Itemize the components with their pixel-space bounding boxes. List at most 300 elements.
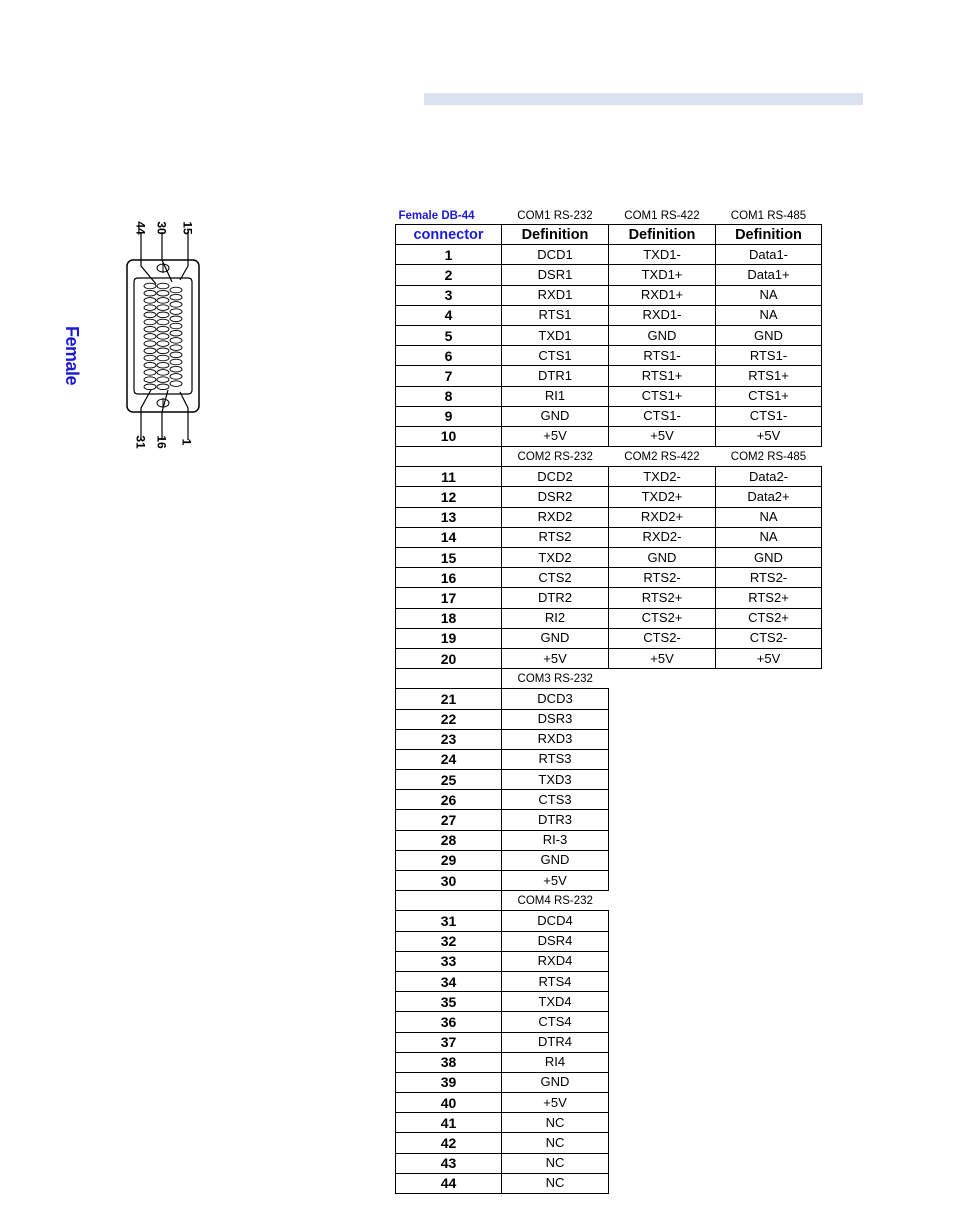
rs485-definition: CTS1+ <box>716 386 822 406</box>
pin-number: 7 <box>396 366 502 386</box>
rs485-definition: CTS2+ <box>716 608 822 628</box>
table-row <box>396 850 822 870</box>
table-row <box>396 810 822 830</box>
pin-number: 40 <box>396 1093 502 1113</box>
empty-cell <box>716 971 822 991</box>
empty-cell <box>609 749 716 769</box>
pin-assignment-table <box>395 207 822 1194</box>
pin-number: 42 <box>396 1133 502 1153</box>
rs485-definition: Data1+ <box>716 265 822 285</box>
table-row <box>396 1133 822 1153</box>
connector-pin <box>144 370 156 376</box>
pin-label-15: 15 <box>180 221 195 235</box>
pin-number: 43 <box>396 1153 502 1173</box>
empty-cell <box>609 1153 716 1173</box>
connector-pin <box>170 323 182 329</box>
pin-number: 33 <box>396 951 502 971</box>
rs485-definition: Data1- <box>716 245 822 265</box>
definition-header: Definition <box>502 225 609 245</box>
rs422-definition: RTS1+ <box>609 366 716 386</box>
empty-cell <box>609 709 716 729</box>
rs232-definition: TXD2 <box>502 548 609 568</box>
rs422-definition: RXD2- <box>609 527 716 547</box>
rs232-definition: GND <box>502 1072 609 1092</box>
rs485-definition: Data2- <box>716 467 822 487</box>
table-row <box>396 709 822 729</box>
rs422-definition: TXD1- <box>609 245 716 265</box>
rs232-definition: CTS2 <box>502 568 609 588</box>
connector-pin <box>144 384 156 390</box>
empty-cell <box>716 992 822 1012</box>
table-row <box>396 265 822 285</box>
empty-cell <box>716 1032 822 1052</box>
table-row <box>396 1072 822 1092</box>
rs422-definition: CTS2+ <box>609 608 716 628</box>
rs232-definition: DCD4 <box>502 911 609 931</box>
rs232-definition: +5V <box>502 648 609 668</box>
connector-pin <box>170 374 182 380</box>
rs232-definition: NC <box>502 1153 609 1173</box>
rs422-definition: TXD1+ <box>609 265 716 285</box>
pin-number: 41 <box>396 1113 502 1133</box>
table-row <box>396 548 822 568</box>
pin-number: 8 <box>396 386 502 406</box>
rs232-definition: +5V <box>502 871 609 891</box>
connector-pin <box>170 302 182 308</box>
empty-cell <box>716 931 822 951</box>
rs485-definition: Data2+ <box>716 487 822 507</box>
connector-pin <box>157 312 169 318</box>
com2-header-row <box>396 447 822 467</box>
empty-cell <box>716 1012 822 1032</box>
connector-pin <box>170 294 182 300</box>
rs485-definition: GND <box>716 325 822 345</box>
rs232-definition: RTS4 <box>502 971 609 991</box>
empty-cell <box>609 850 716 870</box>
table-row <box>396 749 822 769</box>
empty-cell <box>716 891 822 911</box>
pin-number: 19 <box>396 628 502 648</box>
pin-number: 26 <box>396 790 502 810</box>
table-row <box>396 871 822 891</box>
pin-label-31: 31 <box>133 435 148 449</box>
definition-header: Definition <box>716 225 822 245</box>
connector-pin <box>157 305 169 311</box>
rs232-definition: CTS4 <box>502 1012 609 1032</box>
pin-number: 37 <box>396 1032 502 1052</box>
connector-pin <box>157 377 169 383</box>
empty-cell <box>716 1072 822 1092</box>
com2-rs422-header: COM2 RS-422 <box>624 450 700 463</box>
empty-cell <box>716 770 822 790</box>
table-row <box>396 386 822 406</box>
table-row <box>396 971 822 991</box>
pin-number: 25 <box>396 770 502 790</box>
pin-number: 28 <box>396 830 502 850</box>
pin-number: 20 <box>396 648 502 668</box>
empty-cell <box>716 1153 822 1173</box>
rs232-definition: NC <box>502 1113 609 1133</box>
rs232-definition: TXD4 <box>502 992 609 1012</box>
connector-pin <box>157 362 169 368</box>
connector-pin <box>144 305 156 311</box>
empty-cell <box>716 1173 822 1193</box>
empty-cell <box>716 1093 822 1113</box>
rs232-definition: GND <box>502 406 609 426</box>
rs232-definition: RXD4 <box>502 951 609 971</box>
com4-rs232-header: COM4 RS-232 <box>517 894 593 907</box>
empty-cell <box>609 992 716 1012</box>
empty-cell <box>716 810 822 830</box>
pin-number: 10 <box>396 426 502 446</box>
table-row <box>396 931 822 951</box>
pin-label-16: 16 <box>154 435 169 449</box>
connector-pin <box>170 345 182 351</box>
table-row <box>396 487 822 507</box>
table-row <box>396 770 822 790</box>
connector-pin <box>157 348 169 354</box>
empty-cell <box>609 729 716 749</box>
pin-number: 32 <box>396 931 502 951</box>
connector-pin <box>157 370 169 376</box>
empty-cell <box>609 810 716 830</box>
table-row <box>396 1052 822 1072</box>
pin-number: 11 <box>396 467 502 487</box>
com4-header-row <box>396 891 822 911</box>
rs232-definition: DTR1 <box>502 366 609 386</box>
rs422-definition: RXD2+ <box>609 507 716 527</box>
table-row <box>396 729 822 749</box>
connector-pin <box>170 309 182 315</box>
pin-number: 5 <box>396 325 502 345</box>
rs232-definition: DSR4 <box>502 931 609 951</box>
table-row <box>396 325 822 345</box>
empty-cell <box>716 1052 822 1072</box>
com2-rs232-header: COM2 RS-232 <box>517 450 593 463</box>
connector-pin <box>157 334 169 340</box>
pin-number: 35 <box>396 992 502 1012</box>
empty-cell <box>609 770 716 790</box>
rs232-definition: DSR3 <box>502 709 609 729</box>
rs232-definition: RI1 <box>502 386 609 406</box>
rs485-definition: CTS2- <box>716 628 822 648</box>
table-row <box>396 305 822 325</box>
rs232-definition: DTR4 <box>502 1032 609 1052</box>
rs485-definition: NA <box>716 285 822 305</box>
pin-number: 13 <box>396 507 502 527</box>
table-row <box>396 366 822 386</box>
connector-pin <box>157 341 169 347</box>
connector-pin <box>170 316 182 322</box>
table-row <box>396 346 822 366</box>
table-row <box>396 790 822 810</box>
empty-cell <box>609 1093 716 1113</box>
table-header-row <box>396 207 822 225</box>
pin-number: 36 <box>396 1012 502 1032</box>
empty-cell <box>609 1032 716 1052</box>
rs422-definition: CTS1+ <box>609 386 716 406</box>
table-row <box>396 992 822 1012</box>
connector-pin <box>144 319 156 325</box>
table-row <box>396 1012 822 1032</box>
db44-connector-diagram <box>100 220 210 452</box>
empty-cell <box>716 850 822 870</box>
table-row <box>396 648 822 668</box>
pin-number: 2 <box>396 265 502 285</box>
empty-cell <box>716 669 822 689</box>
table-row <box>396 628 822 648</box>
pin-number: 17 <box>396 588 502 608</box>
pin-number: 27 <box>396 810 502 830</box>
rs422-definition: GND <box>609 325 716 345</box>
empty-cell <box>716 871 822 891</box>
connector-pin <box>170 330 182 336</box>
empty-cell <box>716 830 822 850</box>
rs232-definition: RXD2 <box>502 507 609 527</box>
empty-cell <box>716 749 822 769</box>
table-row <box>396 245 822 265</box>
empty-cell <box>716 1133 822 1153</box>
connector-drawing <box>100 220 210 452</box>
empty-cell <box>609 1113 716 1133</box>
empty-cell <box>716 1113 822 1133</box>
rs485-definition: NA <box>716 507 822 527</box>
female-label: Female <box>62 326 82 386</box>
pin-label-30: 30 <box>154 221 169 235</box>
rs232-definition: NC <box>502 1173 609 1193</box>
pin-number: 9 <box>396 406 502 426</box>
pin-number: 23 <box>396 729 502 749</box>
empty-cell <box>609 790 716 810</box>
connector-pin <box>157 384 169 390</box>
table-row <box>396 568 822 588</box>
pin-number: 24 <box>396 749 502 769</box>
rs485-definition: +5V <box>716 648 822 668</box>
empty-cell <box>609 1173 716 1193</box>
rs232-definition: RXD1 <box>502 285 609 305</box>
empty-cell <box>716 709 822 729</box>
table-row <box>396 588 822 608</box>
pin-number: 3 <box>396 285 502 305</box>
table-row <box>396 1113 822 1133</box>
connector-pin <box>170 359 182 365</box>
table-row <box>396 285 822 305</box>
rs232-definition: RTS2 <box>502 527 609 547</box>
table-row <box>396 689 822 709</box>
connector-pin <box>157 290 169 296</box>
rs232-definition: CTS1 <box>502 346 609 366</box>
pin-number: 15 <box>396 548 502 568</box>
connector-pin <box>144 377 156 383</box>
pin-number: 44 <box>396 1173 502 1193</box>
rs232-definition: DSR2 <box>502 487 609 507</box>
table-row <box>396 608 822 628</box>
empty-cell <box>396 891 502 911</box>
rs422-definition: +5V <box>609 426 716 446</box>
com3-header-row <box>396 669 822 689</box>
pin-number: 12 <box>396 487 502 507</box>
rs422-definition: RTS2+ <box>609 588 716 608</box>
pin-number: 31 <box>396 911 502 931</box>
rs232-definition: +5V <box>502 426 609 446</box>
table-row <box>396 951 822 971</box>
rs232-definition: DCD3 <box>502 689 609 709</box>
pin-number: 38 <box>396 1052 502 1072</box>
com3-rs232-header: COM3 RS-232 <box>517 672 593 685</box>
rs422-definition: CTS1- <box>609 406 716 426</box>
rs232-definition: NC <box>502 1133 609 1153</box>
empty-cell <box>609 669 716 689</box>
com2-rs485-header: COM2 RS-485 <box>730 450 807 463</box>
connector-pin <box>157 326 169 332</box>
rs422-definition: TXD2- <box>609 467 716 487</box>
rs232-definition: RTS3 <box>502 749 609 769</box>
rs422-definition: RXD1+ <box>609 285 716 305</box>
pin-number: 4 <box>396 305 502 325</box>
rs232-definition: RXD3 <box>502 729 609 749</box>
pin-number: 6 <box>396 346 502 366</box>
rs485-definition: NA <box>716 305 822 325</box>
definition-row <box>396 225 822 245</box>
rs422-definition: CTS2- <box>609 628 716 648</box>
com1-rs232-header: COM1 RS-232 <box>517 209 593 222</box>
rs485-definition: CTS1- <box>716 406 822 426</box>
rs422-definition: GND <box>609 548 716 568</box>
rs232-definition: TXD1 <box>502 325 609 345</box>
rs232-definition: DCD2 <box>502 467 609 487</box>
empty-cell <box>609 871 716 891</box>
table-row <box>396 830 822 850</box>
table-row <box>396 1093 822 1113</box>
empty-cell <box>609 951 716 971</box>
connector-pin <box>144 348 156 354</box>
empty-cell <box>609 1052 716 1072</box>
empty-cell <box>609 931 716 951</box>
pin-number: 1 <box>396 245 502 265</box>
rs485-definition: NA <box>716 527 822 547</box>
table-row <box>396 527 822 547</box>
definition-header: Definition <box>609 225 716 245</box>
header-bar <box>424 93 863 105</box>
com1-rs422-header: COM1 RS-422 <box>624 209 700 222</box>
empty-cell <box>609 891 716 911</box>
table-row <box>396 467 822 487</box>
rs232-definition: RI2 <box>502 608 609 628</box>
pin-number: 30 <box>396 871 502 891</box>
table-row <box>396 1032 822 1052</box>
connector-pin <box>144 312 156 318</box>
empty-cell <box>609 1072 716 1092</box>
pin-label-44: 44 <box>133 221 148 235</box>
empty-cell <box>716 790 822 810</box>
pin-number: 21 <box>396 689 502 709</box>
empty-cell <box>609 971 716 991</box>
empty-cell <box>396 447 502 467</box>
connector-pin <box>157 319 169 325</box>
rs232-definition: DTR2 <box>502 588 609 608</box>
connector-pin <box>144 298 156 304</box>
connector-pin <box>144 341 156 347</box>
connector-pin <box>170 381 182 387</box>
pin-label-1: 1 <box>179 438 194 446</box>
connector-pin <box>144 290 156 296</box>
empty-cell <box>609 911 716 931</box>
connector-pin <box>170 338 182 344</box>
empty-cell <box>396 669 502 689</box>
connector-pin <box>144 334 156 340</box>
table-row <box>396 1173 822 1193</box>
pin-number: 22 <box>396 709 502 729</box>
rs422-definition: TXD2+ <box>609 487 716 507</box>
connector-pin <box>170 366 182 372</box>
pin-number: 39 <box>396 1072 502 1092</box>
com1-rs485-header: COM1 RS-485 <box>730 209 807 222</box>
rs422-definition: RTS2- <box>609 568 716 588</box>
rs485-definition: +5V <box>716 426 822 446</box>
connector-type-header: Female DB-44 <box>398 209 475 222</box>
table-body <box>396 207 822 1194</box>
rs232-definition: DTR3 <box>502 810 609 830</box>
rs232-definition: RI4 <box>502 1052 609 1072</box>
empty-cell <box>609 689 716 709</box>
empty-cell <box>716 911 822 931</box>
connector-pin <box>144 283 156 289</box>
empty-cell <box>609 1012 716 1032</box>
rs232-definition: TXD3 <box>502 770 609 790</box>
connector-pin <box>144 355 156 361</box>
rs485-definition: RTS2- <box>716 568 822 588</box>
rs232-definition: DCD1 <box>502 245 609 265</box>
pin-number: 18 <box>396 608 502 628</box>
rs232-definition: GND <box>502 850 609 870</box>
table-row <box>396 1153 822 1173</box>
rs485-definition: RTS1- <box>716 346 822 366</box>
pin-number: 34 <box>396 971 502 991</box>
connector-pin <box>157 355 169 361</box>
connector-pin <box>144 362 156 368</box>
rs422-definition: +5V <box>609 648 716 668</box>
rs422-definition: RXD1- <box>609 305 716 325</box>
rs232-definition: +5V <box>502 1093 609 1113</box>
connector-pin <box>144 326 156 332</box>
rs232-definition: DSR1 <box>502 265 609 285</box>
pin-number: 16 <box>396 568 502 588</box>
empty-cell <box>609 1133 716 1153</box>
rs485-definition: RTS2+ <box>716 588 822 608</box>
empty-cell <box>716 729 822 749</box>
rs232-definition: RI-3 <box>502 830 609 850</box>
table-row <box>396 911 822 931</box>
connector-pin <box>157 298 169 304</box>
rs485-definition: RTS1+ <box>716 366 822 386</box>
rs232-definition: CTS3 <box>502 790 609 810</box>
table-row <box>396 406 822 426</box>
table-row <box>396 426 822 446</box>
pin-number: 29 <box>396 850 502 870</box>
empty-cell <box>609 830 716 850</box>
rs422-definition: RTS1- <box>609 346 716 366</box>
connector-pin <box>170 352 182 358</box>
empty-cell <box>716 689 822 709</box>
rs485-definition: GND <box>716 548 822 568</box>
connector-pin <box>170 287 182 293</box>
table-row <box>396 507 822 527</box>
pin-number: 14 <box>396 527 502 547</box>
empty-cell <box>716 951 822 971</box>
rs232-definition: GND <box>502 628 609 648</box>
connector-column-header: connector <box>396 225 502 245</box>
connector-pin <box>157 283 169 289</box>
